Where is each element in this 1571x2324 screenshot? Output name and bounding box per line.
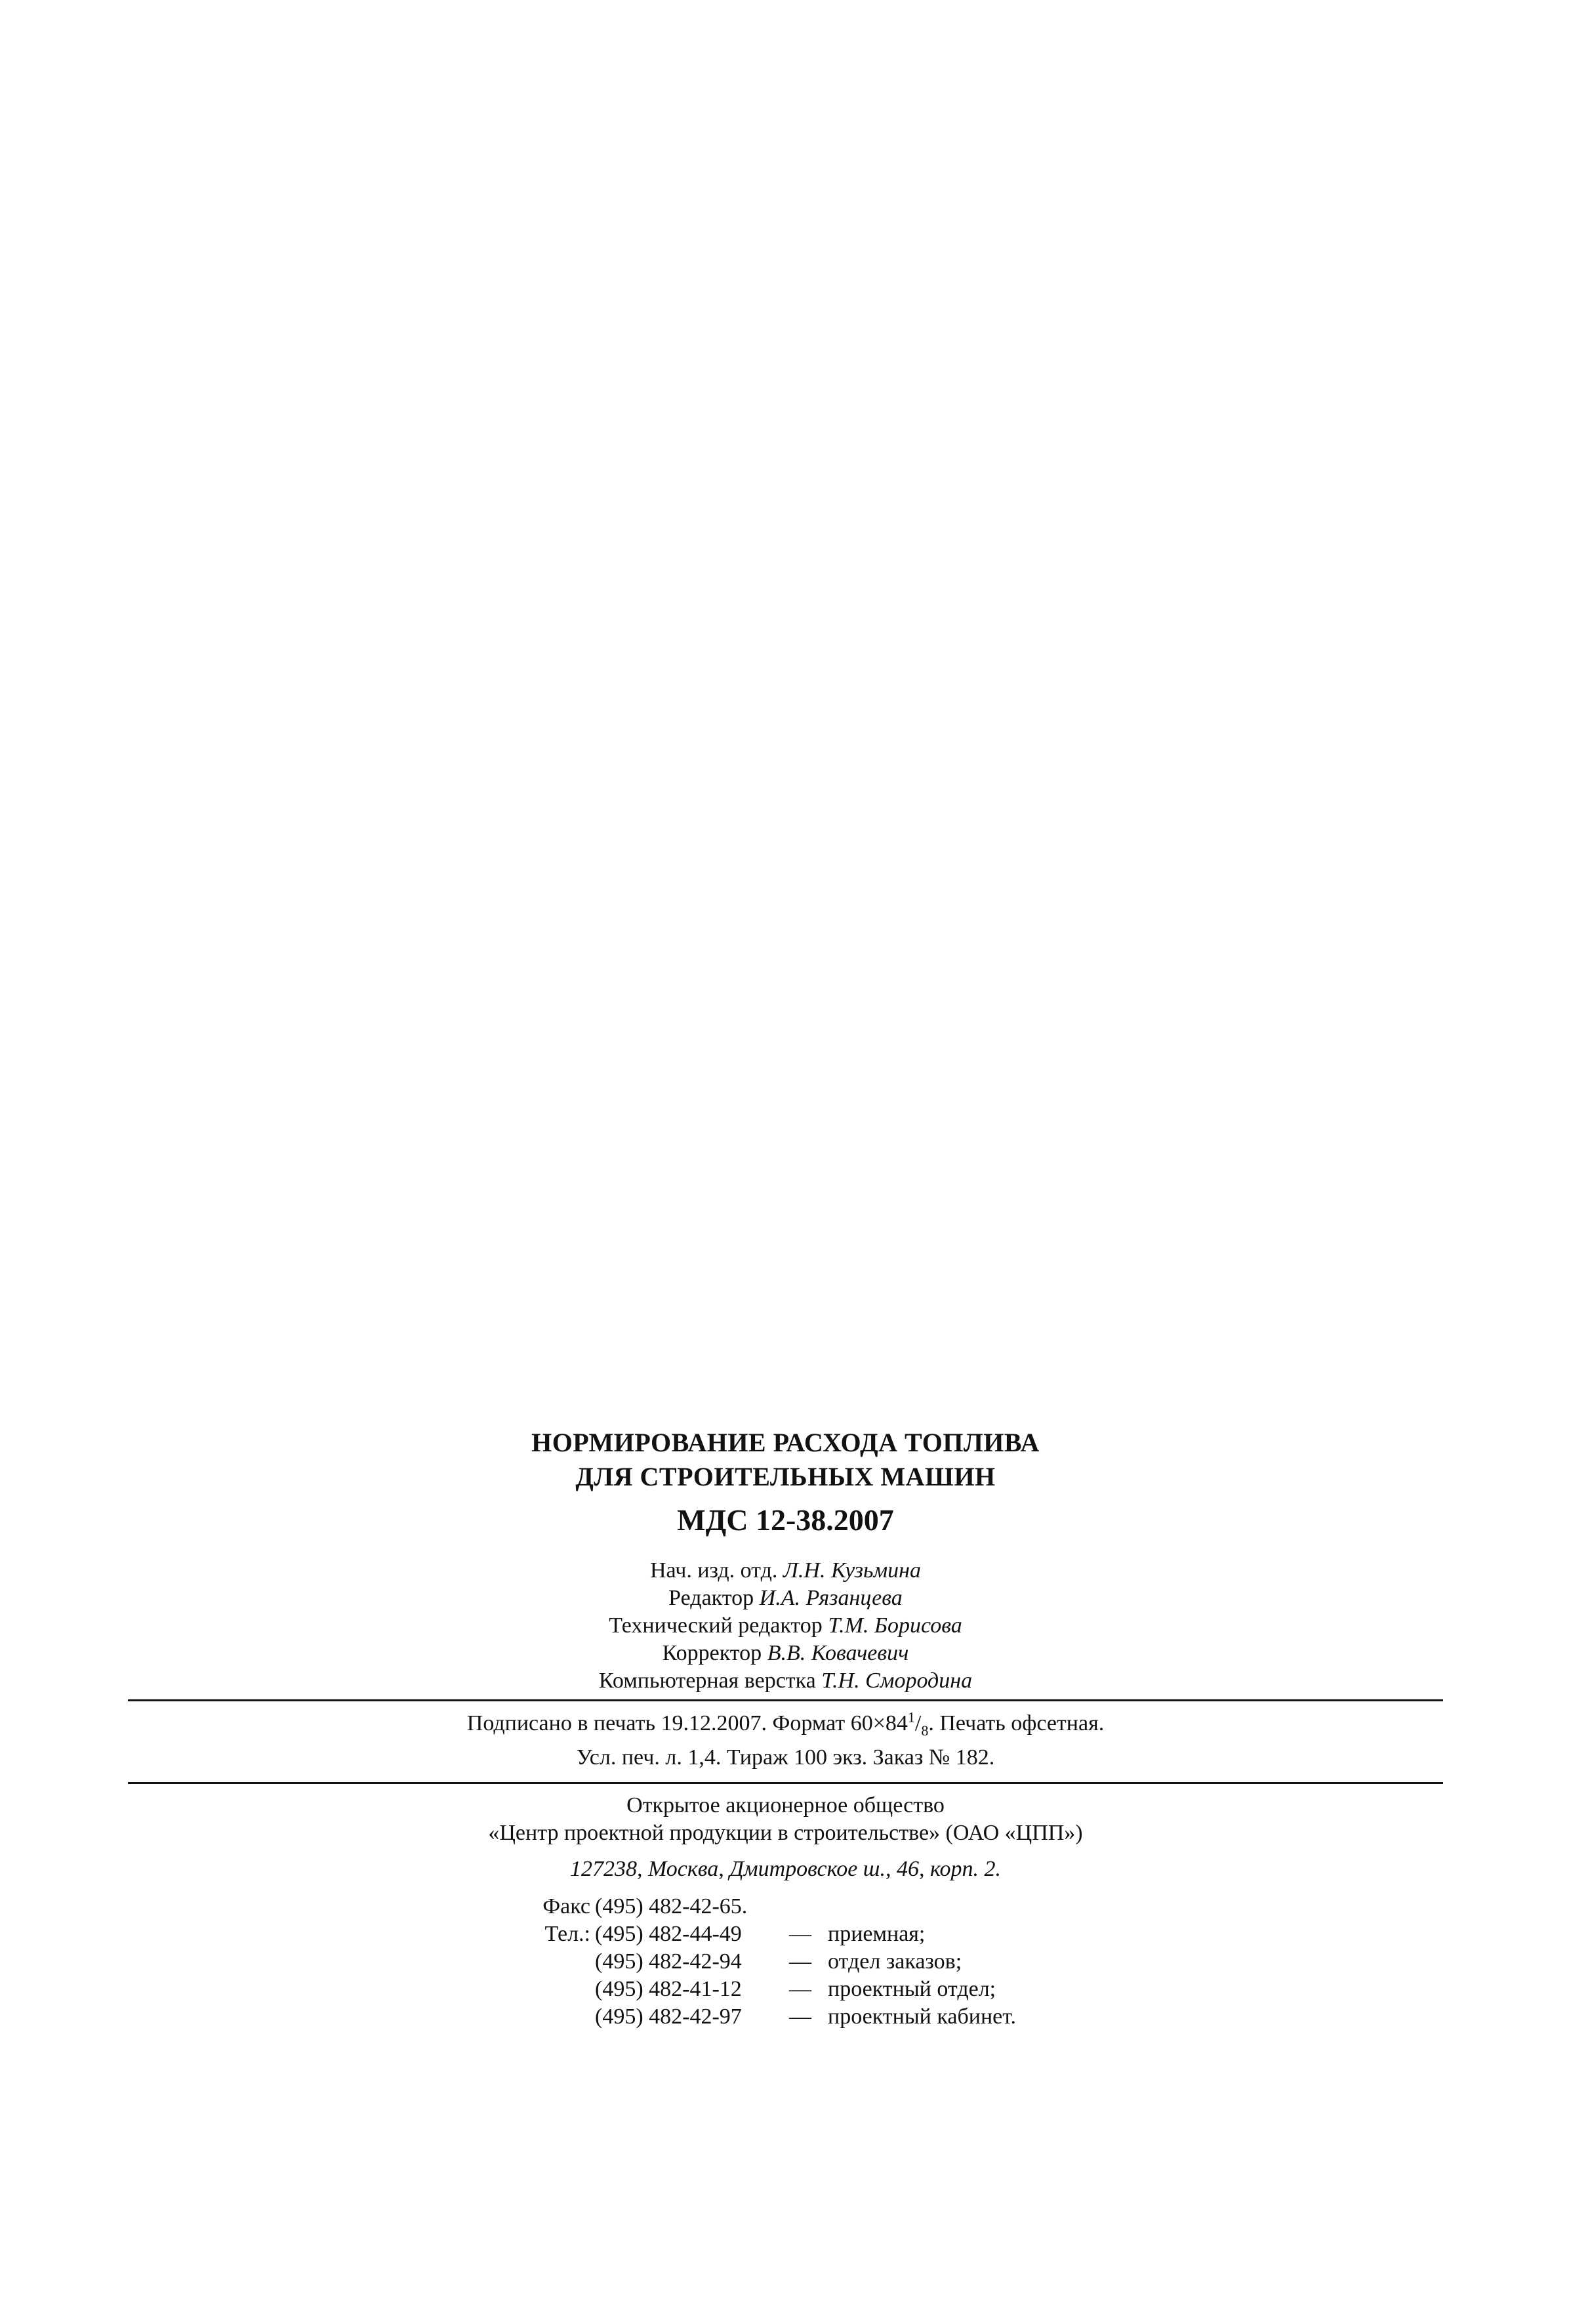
contact-phone: (495) 482-41-12 xyxy=(595,1977,742,2001)
divider-top xyxy=(128,1699,1443,1701)
contact-dash: — xyxy=(789,1949,811,1974)
contact-phone: (495) 482-42-97 xyxy=(595,2004,742,2029)
credit-name: Т.М. Борисова xyxy=(828,1613,962,1638)
contact-phone: (495) 482-42-65. xyxy=(595,1894,748,1919)
contact-description: проектный отдел; xyxy=(828,1977,996,2001)
contact-dash: — xyxy=(789,1922,811,1946)
contact-description: отдел заказов; xyxy=(828,1949,962,1974)
credit-role: Редактор xyxy=(668,1586,754,1610)
credit-name: И.А. Рязанцева xyxy=(759,1586,903,1610)
credit-line xyxy=(0,1586,1571,1611)
title-line-2: ДЛЯ СТРОИТЕЛЬНЫХ МАШИН xyxy=(575,1462,996,1491)
credit-role: Компьютерная верстка xyxy=(598,1669,816,1693)
credit-role: Корректор xyxy=(662,1641,762,1665)
contact-label: Факс xyxy=(542,1894,590,1919)
credit-name: Т.Н. Смородина xyxy=(821,1669,973,1693)
organization-address: 127238, Москва, Дмитровское ш., 46, корп. 2. xyxy=(569,1857,1002,1881)
contact-dash: — xyxy=(789,1977,811,2001)
signed-text: Подписано в печать 19.12.2007. Формат 60×84 xyxy=(466,1711,908,1735)
contact-description: проектный кабинет. xyxy=(828,2004,1017,2029)
credit-line xyxy=(0,1558,1571,1583)
credit-line xyxy=(0,1669,1571,1693)
organization-type: Открытое акционерное общество xyxy=(626,1793,945,1817)
contact-phone: (495) 482-44-49 xyxy=(595,1922,742,1946)
signed-to-print xyxy=(0,1709,1571,1739)
print-details: Усл. печ. л. 1,4. Тираж 100 экз. Заказ № 182. xyxy=(576,1745,995,1770)
credit-role: Нач. изд. отд. xyxy=(649,1558,778,1583)
credit-name: Л.Н. Кузьмина xyxy=(783,1558,922,1583)
format-slash: / xyxy=(914,1711,922,1735)
credit-line xyxy=(0,1641,1571,1666)
credit-name: В.В. Ковачевич xyxy=(767,1641,909,1665)
contact-dash: — xyxy=(789,2004,811,2029)
contact-phone: (495) 482-42-94 xyxy=(595,1949,742,1974)
credit-line xyxy=(0,1613,1571,1638)
document-code: МДС 12-38.2007 xyxy=(677,1503,894,1537)
divider-bottom xyxy=(128,1782,1443,1784)
organization-name: «Центр проектной продукции в строительстве» (ОАО «ЦПП») xyxy=(488,1821,1083,1845)
format-sup: 1 xyxy=(907,1709,915,1726)
credit-role: Технический редактор xyxy=(609,1613,823,1638)
title-line-1: НОРМИРОВАНИЕ РАСХОДА ТОПЛИВА xyxy=(531,1428,1040,1457)
print-type: . Печать офсетная. xyxy=(928,1711,1105,1735)
contact-label: Тел.: xyxy=(544,1922,590,1946)
format-sub: 8 xyxy=(921,1722,929,1739)
contact-description: приемная; xyxy=(828,1922,926,1946)
